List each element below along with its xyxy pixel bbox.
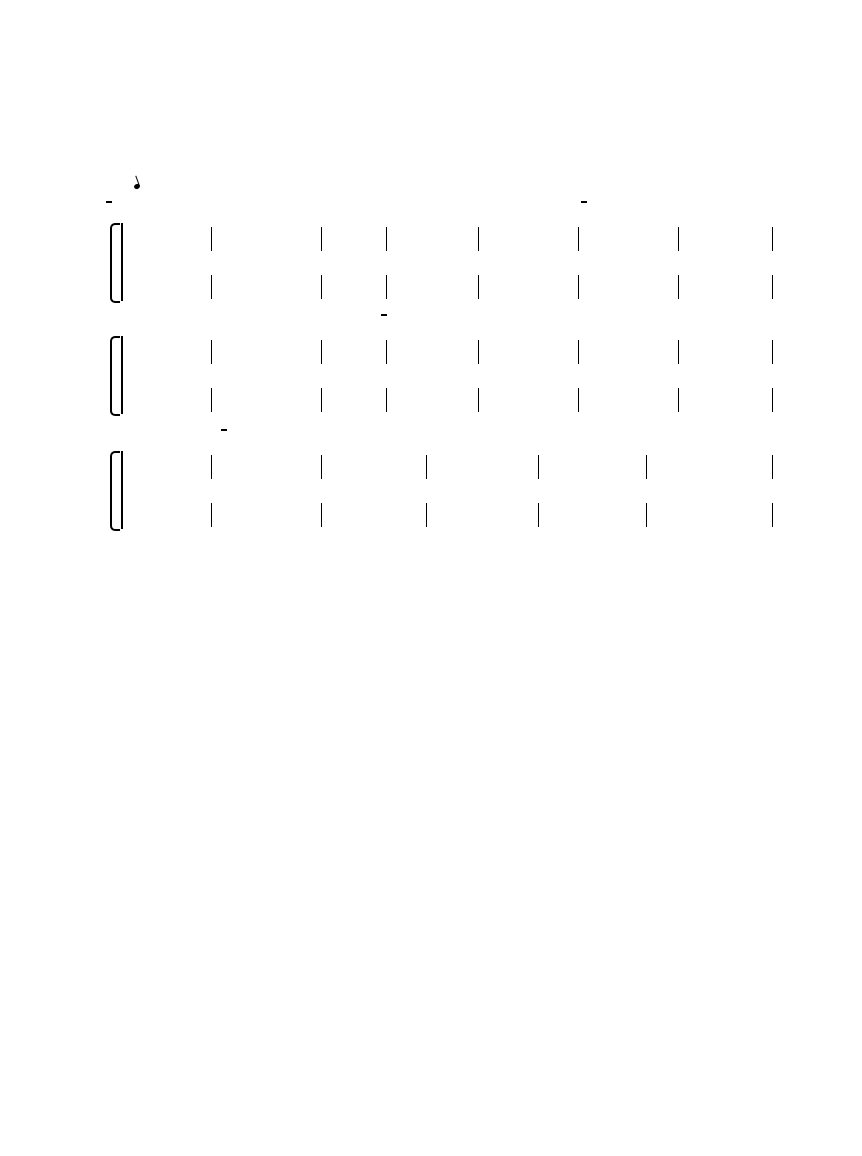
- rehearsal-mark: [381, 314, 387, 316]
- barline: [386, 388, 387, 412]
- cello-measure: [453, 503, 532, 527]
- cello-measure: [593, 275, 672, 299]
- melody-measure: [228, 340, 315, 364]
- cello-measure: [338, 388, 380, 412]
- barline: [578, 340, 579, 364]
- melody-measure: [233, 455, 315, 479]
- barline: [678, 227, 679, 251]
- cello-measure: [343, 503, 420, 527]
- melody-measure: [338, 227, 380, 251]
- barline: [211, 503, 212, 527]
- melody-measure: [128, 455, 205, 479]
- barline: [386, 340, 387, 364]
- rehearsal-mark: [221, 429, 227, 431]
- key-tempo: [128, 180, 140, 193]
- barline: [578, 388, 579, 412]
- melody-measure: [688, 227, 766, 251]
- start-barline: [121, 336, 123, 414]
- score-system: [0, 205, 862, 305]
- barline: [321, 227, 322, 251]
- cello-measure: [488, 275, 572, 299]
- barline: [678, 340, 679, 364]
- barline: [386, 227, 387, 251]
- quarter-note-icon: [133, 183, 140, 190]
- melody-measure: [128, 227, 205, 251]
- barline: [772, 503, 773, 527]
- barline: [578, 227, 579, 251]
- melody-measure: [453, 455, 532, 479]
- score-system: [0, 433, 862, 533]
- melody-measure: [343, 455, 420, 479]
- barline: [211, 455, 212, 479]
- cello-measure: [233, 503, 315, 527]
- system-bracket: [110, 223, 120, 303]
- barline: [321, 275, 322, 299]
- melody-measure: [393, 227, 472, 251]
- barline: [478, 388, 479, 412]
- barline: [426, 503, 427, 527]
- system-bracket: [110, 451, 120, 531]
- system-bracket: [110, 336, 120, 416]
- cello-measure: [128, 275, 205, 299]
- melody-measure: [560, 455, 640, 479]
- barline: [426, 455, 427, 479]
- melody-measure: [128, 340, 205, 364]
- cello-measure: [393, 388, 472, 412]
- barline: [678, 388, 679, 412]
- cello-measure: [128, 503, 205, 527]
- cello-measure: [228, 275, 315, 299]
- cello-measure: [668, 503, 766, 527]
- barline: [678, 275, 679, 299]
- barline: [646, 503, 647, 527]
- barline: [772, 340, 773, 364]
- melody-measure: [488, 227, 572, 251]
- barline: [321, 388, 322, 412]
- barline: [478, 275, 479, 299]
- melody-measure: [688, 340, 766, 364]
- barline: [211, 388, 212, 412]
- cello-measure: [393, 275, 472, 299]
- rehearsal-mark: [106, 201, 112, 203]
- barline: [578, 275, 579, 299]
- score-system: [0, 318, 862, 418]
- barline: [772, 455, 773, 479]
- cello-measure: [228, 388, 315, 412]
- barline: [772, 388, 773, 412]
- melody-measure: [393, 340, 472, 364]
- cello-measure: [688, 388, 766, 412]
- cello-measure: [688, 275, 766, 299]
- rehearsal-mark: [581, 201, 587, 203]
- melody-measure: [593, 340, 672, 364]
- barline: [538, 503, 539, 527]
- barline: [211, 275, 212, 299]
- melody-measure: [488, 340, 572, 364]
- start-barline: [121, 223, 123, 301]
- cello-measure: [593, 388, 672, 412]
- barline: [321, 340, 322, 364]
- melody-measure: [338, 340, 380, 364]
- melody-measure: [593, 227, 672, 251]
- barline: [772, 227, 773, 251]
- cello-measure: [488, 388, 572, 412]
- barline: [478, 227, 479, 251]
- barline: [386, 275, 387, 299]
- cello-measure: [128, 388, 205, 412]
- cello-measure: [560, 503, 640, 527]
- barline: [538, 455, 539, 479]
- barline: [646, 455, 647, 479]
- melody-measure: [668, 455, 766, 479]
- barline: [211, 340, 212, 364]
- start-barline: [121, 451, 123, 529]
- barline: [211, 227, 212, 251]
- barline: [321, 455, 322, 479]
- barline: [772, 275, 773, 299]
- barline: [321, 503, 322, 527]
- melody-measure: [228, 227, 315, 251]
- barline: [478, 340, 479, 364]
- cello-measure: [338, 275, 380, 299]
